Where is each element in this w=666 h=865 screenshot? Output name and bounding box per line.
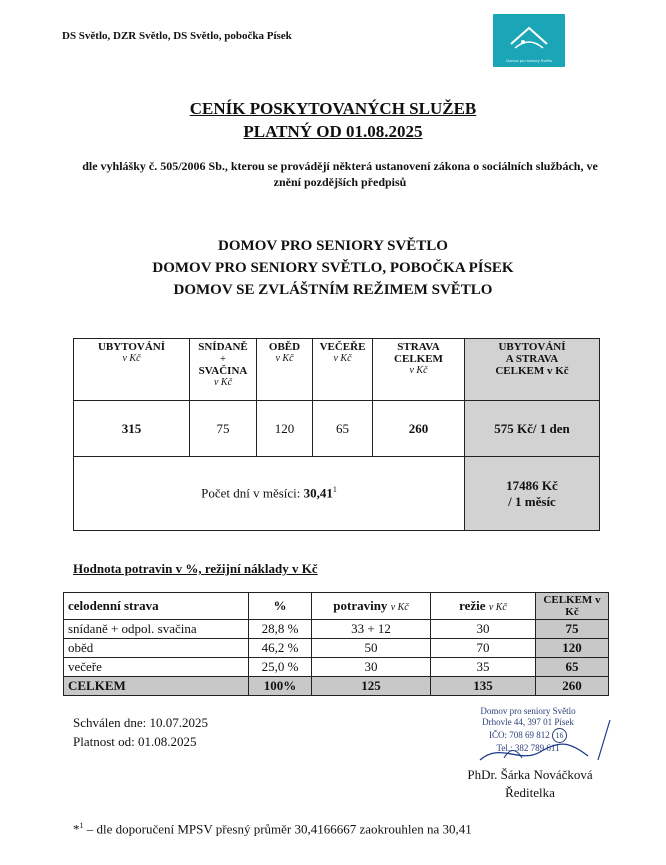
meal-food-cost: 33 + 12 xyxy=(312,620,431,639)
monthly-row xyxy=(74,457,600,531)
value-food-total: 260 xyxy=(373,401,465,457)
meal-overhead: 30 xyxy=(431,620,536,639)
meal-percent: 46,2 % xyxy=(249,639,312,658)
header-dinner: VEČEŘE v Kč xyxy=(313,339,373,401)
col-food-cost: potraviny v Kč xyxy=(312,593,431,620)
price-values-row xyxy=(74,401,600,457)
meal-total: 120 xyxy=(536,639,609,658)
stamp-number: 16 xyxy=(552,728,567,743)
food-table-header xyxy=(64,593,609,620)
logo-caption: Domov pro seniory Světlo xyxy=(506,58,552,63)
validity-title: PLATNÝ OD 01.08.2025 xyxy=(243,122,423,141)
meal-overhead: 70 xyxy=(431,639,536,658)
value-accommodation: 315 xyxy=(74,401,190,457)
total-overhead: 135 xyxy=(431,677,536,696)
meal-total: 65 xyxy=(536,658,609,677)
value-breakfast-snack: 75 xyxy=(190,401,257,457)
meal-name: snídaně + odpol. svačina xyxy=(64,620,249,639)
meal-name: oběd xyxy=(64,639,249,658)
value-daily-total: 575 Kč/ 1 den xyxy=(465,401,600,457)
facility-3: DOMOV SE ZVLÁŠTNÍM REŽIMEM SVĚTLO xyxy=(173,282,493,298)
total-row xyxy=(64,677,609,696)
signatory-name: PhDr. Šárka Nováčková xyxy=(467,767,593,782)
header-breakfast-snack: SNÍDANĚ + SVAČINA v Kč xyxy=(190,339,257,401)
meal-overhead: 35 xyxy=(431,658,536,677)
total-percent: 100% xyxy=(249,677,312,696)
col-overhead: režie v Kč xyxy=(431,593,536,620)
header-food-total: STRAVA CELKEM v Kč xyxy=(373,339,465,401)
valid-from-date: Platnost od: 01.08.2025 xyxy=(73,734,197,749)
organization-stamp: Domov pro seniory Světlo Drhovle 44, 397 01 Písek IČO: 708 69 812 16 Tel.: 382 789 611 xyxy=(480,706,576,753)
handwritten-signature xyxy=(470,712,630,772)
approved-date: Schválen dne: 10.07.2025 xyxy=(73,715,209,730)
meal-name: večeře xyxy=(64,658,249,677)
signatory-role: Ředitelka xyxy=(505,785,555,800)
col-total: CELKEM v Kč xyxy=(536,593,609,620)
total-grand: 260 xyxy=(536,677,609,696)
signatory xyxy=(440,766,620,802)
total-label: CELKEM xyxy=(64,677,249,696)
meal-total: 75 xyxy=(536,620,609,639)
price-table-header xyxy=(74,339,600,401)
value-lunch: 120 xyxy=(257,401,313,457)
table-row xyxy=(64,639,609,658)
header-grand-total: UBYTOVÁNÍ A STRAVA CELKEM v Kč xyxy=(465,339,600,401)
approval-dates xyxy=(73,713,208,751)
meal-food-cost: 50 xyxy=(312,639,431,658)
organization-logo xyxy=(493,14,565,67)
header-accommodation: UBYTOVÁNÍ v Kč xyxy=(74,339,190,401)
table-row xyxy=(64,658,609,677)
value-dinner: 65 xyxy=(313,401,373,457)
meal-percent: 25,0 % xyxy=(249,658,312,677)
header-organizations: DS Světlo, DZR Světlo, DS Světlo, pobočka Písek xyxy=(62,30,292,42)
value-monthly-total: 17486 Kč / 1 měsíc xyxy=(465,457,600,531)
meal-food-cost: 30 xyxy=(312,658,431,677)
table-row xyxy=(64,620,609,639)
col-percent: % xyxy=(249,593,312,620)
facility-2: DOMOV PRO SENIORY SVĚTLO, POBOČKA PÍSEK xyxy=(152,260,514,276)
legal-basis: dle vyhlášky č. 505/2006 Sb., kterou se provádějí některá ustanovení zákona o sociálních službách, ve znění pozdějších předpisů xyxy=(82,159,598,189)
header-lunch: OBĚD v Kč xyxy=(257,339,313,401)
food-section-title: Hodnota potravin v %, režijní náklady v Kč xyxy=(73,561,318,576)
facility-1: DOMOV PRO SENIORY SVĚTLO xyxy=(218,238,448,254)
col-whole-day-meals: celodenní strava xyxy=(64,593,249,620)
price-table xyxy=(73,338,600,531)
food-cost-table xyxy=(63,592,609,696)
days-in-month: Počet dní v měsíci: 30,41$^1$ xyxy=(74,457,465,531)
total-food-cost: 125 xyxy=(312,677,431,696)
document-title: CENÍK POSKYTOVANÝCH SLUŽEB xyxy=(189,99,477,118)
footnote: *$^1$ – dle doporučení MPSV přesný průměr 30,4166667 zaokrouhlen na 30,41 xyxy=(73,821,472,837)
meal-percent: 28,8 % xyxy=(249,620,312,639)
